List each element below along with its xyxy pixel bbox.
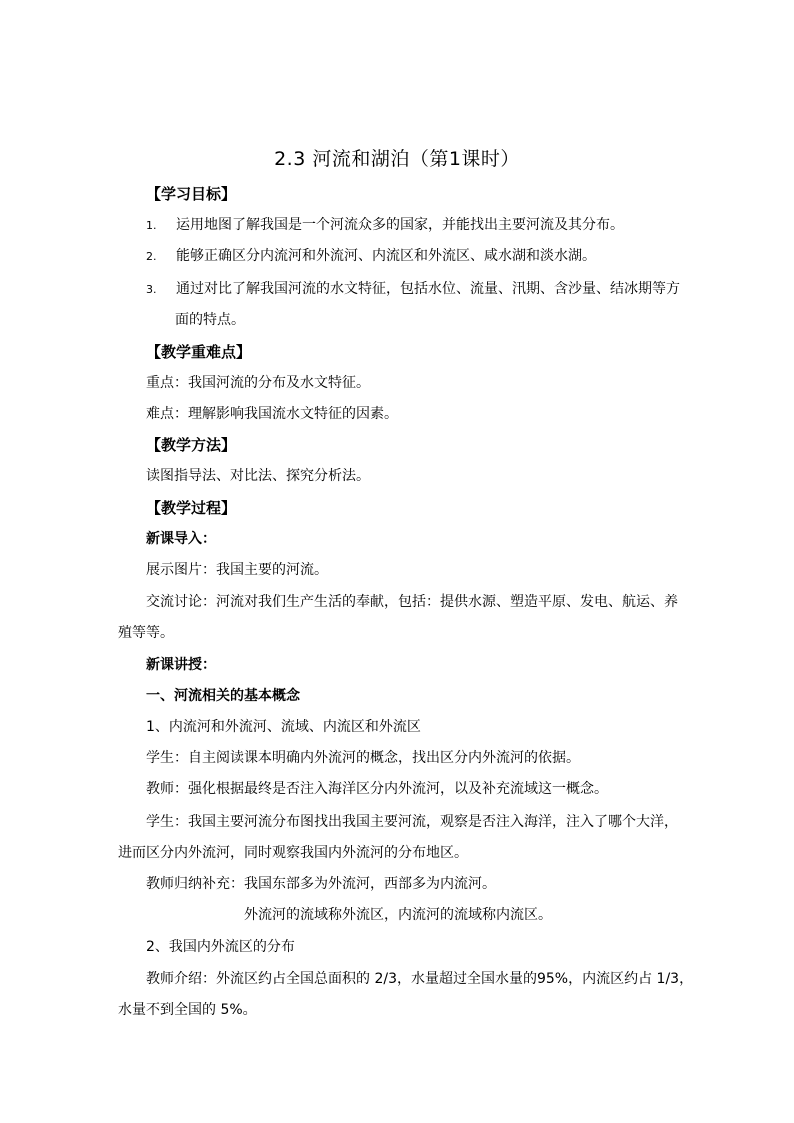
objective-text: 能够正确区分内流河和外流河、内流区和外流区、咸水湖和淡水湖。: [176, 248, 596, 264]
objective-item-3: [146, 279, 680, 300]
objective-text: 通过对比了解我国河流的水文特征，包括水位、流量、汛期、含沙量、结冰期等方: [176, 281, 680, 297]
student-activity-2-line-1: 学生：我国主要河流分布图找出我国主要河流，观察是否注入海洋，注入了哪个大洋，: [146, 814, 678, 830]
objective-number: 3.: [146, 283, 157, 296]
objective-item-3-continuation: 面的特点。: [175, 312, 245, 328]
teacher-summary: 教师归纳补充：我国东部多为外流河，西部多为内流河。: [146, 876, 496, 892]
objective-number: 2.: [146, 250, 157, 263]
lecture-label: 新课讲授：: [146, 657, 216, 673]
objective-number: 1.: [146, 219, 157, 232]
subsection-1: 1、内流河和外流河、流域、内流区和外流区: [146, 719, 421, 735]
student-activity-1: 学生：自主阅读课本明确内外流河的概念，找出区分内外流河的依据。: [146, 750, 580, 766]
teacher-intro-line-2: 水量不到全国的 5%。: [118, 1002, 257, 1018]
teacher-activity-1: 教师：强化根据最终是否注入海洋区分内外流河，以及补充流域这一概念。: [146, 781, 608, 797]
methods-text: 读图指导法、对比法、探究分析法。: [146, 468, 370, 484]
key-focus: 重点：我国河流的分布及水文特征。: [146, 375, 370, 391]
teacher-intro-line-1: 教师介绍：外流区约占全国总面积的 2/3，水量超过全国水量的95%，内流区约占 1/3，: [146, 971, 694, 987]
summary-centered: 外流河的流域称外流区，内流河的流域称内流区。: [244, 907, 552, 923]
key-difficulty: 难点：理解影响我国流水文特征的因素。: [146, 406, 398, 422]
subsection-2: 2、我国内外流区的分布: [146, 939, 295, 955]
section-heading-process: 【教学过程】: [146, 499, 237, 517]
lesson-title: 2.3 河流和湖泊（第1课时）: [274, 148, 520, 170]
objective-item-1: [146, 215, 624, 236]
intro-discuss-line-2: 殖等等。: [118, 625, 174, 641]
section-heading-keypoints: 【教学重难点】: [146, 343, 252, 361]
section-heading-methods: 【教学方法】: [146, 436, 237, 454]
student-activity-2-line-2: 进而区分内外流河，同时观察我国内外流河的分布地区。: [118, 845, 468, 861]
part1-title: 一、河流相关的基本概念: [146, 688, 300, 704]
intro-show: 展示图片：我国主要的河流。: [146, 562, 328, 578]
intro-discuss-line-1: 交流讨论：河流对我们生产生活的奉献，包括：提供水源、塑造平原、发电、航运、养: [146, 594, 678, 610]
intro-label: 新课导入：: [146, 531, 216, 547]
section-heading-objectives: 【学习目标】: [146, 185, 237, 203]
objective-item-2: [146, 246, 596, 267]
objective-text: 运用地图了解我国是一个河流众多的国家，并能找出主要河流及其分布。: [176, 217, 624, 233]
